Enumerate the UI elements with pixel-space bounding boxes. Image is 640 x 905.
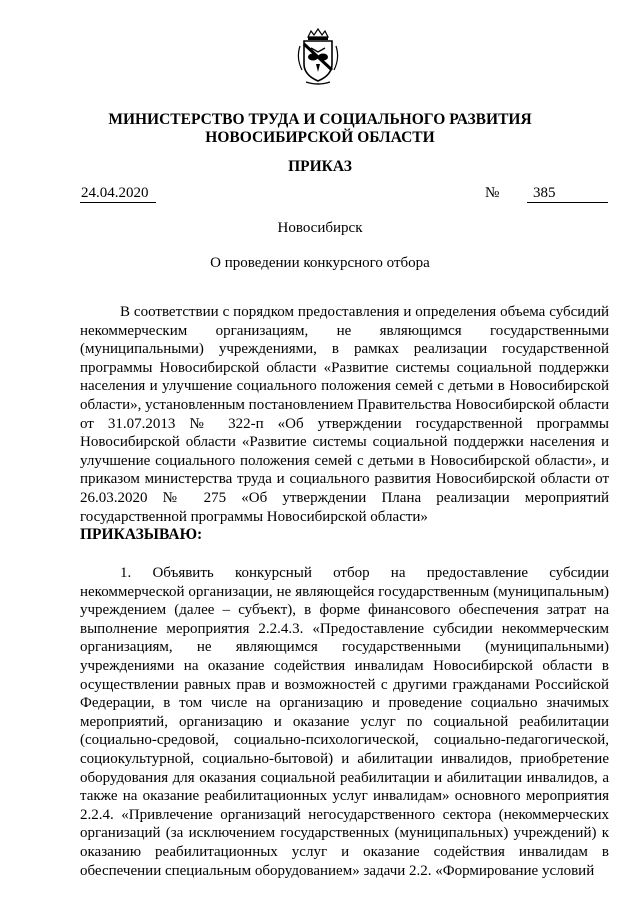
number-sign: № xyxy=(485,185,500,201)
order-title: ПРИКАЗ xyxy=(288,158,352,175)
coat-of-arms-icon xyxy=(294,28,342,86)
decree-heading: ПРИКАЗЫВАЮ: xyxy=(80,526,203,543)
order-date: 24.04.2020 xyxy=(80,184,156,203)
ministry-name-line1: МИНИСТЕРСТВО ТРУДА И СОЦИАЛЬНОГО РАЗВИТИЯ xyxy=(108,111,532,128)
city-name: Новосибирск xyxy=(277,220,363,236)
preamble-paragraph: В соответствии с порядком предоставления и определения объема субсидий некоммерческим организациям, не являющимся государственными (муниципальными) учреждениями, в рамках реализации государственной программы Новосибирской области «Развитие системы социальной поддержки населения и улучшение социального положения семей с детьми в Новосибирской области», установленным постановлением Правительства Новосибирской области от 31.07.2013 № 322-п «Об утверждении государственной программы Новосибирской области «Развитие системы социальной поддержки населения и улучшение социального положения семей с детьми в Новосибирской области», и приказом министерства труда и социального развития Новосибирской области от 26.03.2020 № 275 «Об утверждении Плана реализации мероприятий государственной программы Новосибирской области» xyxy=(80,304,609,525)
ministry-name-line2: НОВОСИБИРСКОЙ ОБЛАСТИ xyxy=(205,129,435,146)
order-subject: О проведении конкурсного отбора xyxy=(210,255,430,271)
order-number: 385 xyxy=(527,184,608,203)
item-1-paragraph: 1. Объявить конкурсный отбор на предоставление субсидии некоммерческой организации, не являющейся государственным (муниципальным) учреждением (далее – субъект), в форме финансового обеспечения затрат на выполнение мероприятия 2.2.4.3. «Предоставление субсидии некоммерческим организациям, не являющимся государственными (муниципальными) учреждениями на оказание содействия инвалидам Новосибирской области в осуществлении равных прав и возможностей с другими гражданами Российской Федерации, в том числе на организацию и проведение социально значимых мероприятий, организацию и оказание услуг по социальной реабилитации (социально-средовой, социально-психологической, социально-педагогической, социокультурной, социально-бытовой) и абилитации инвалидов, приобретение оборудования для оказания социальной реабилитации и абилитации инвалидов, а также на оказание реабилитационных услуг инвалидам» основного мероприятия 2.2.4. «Привлечение организаций негосударственного сектора (некоммерческих организаций (за исключением государственных (муниципальных) учреждений) к оказанию реабилитационных услуг и оказание содействия инвалидам в обеспечении специальным оборудованием» задачи 2.2. «Формирование условий xyxy=(80,565,609,879)
